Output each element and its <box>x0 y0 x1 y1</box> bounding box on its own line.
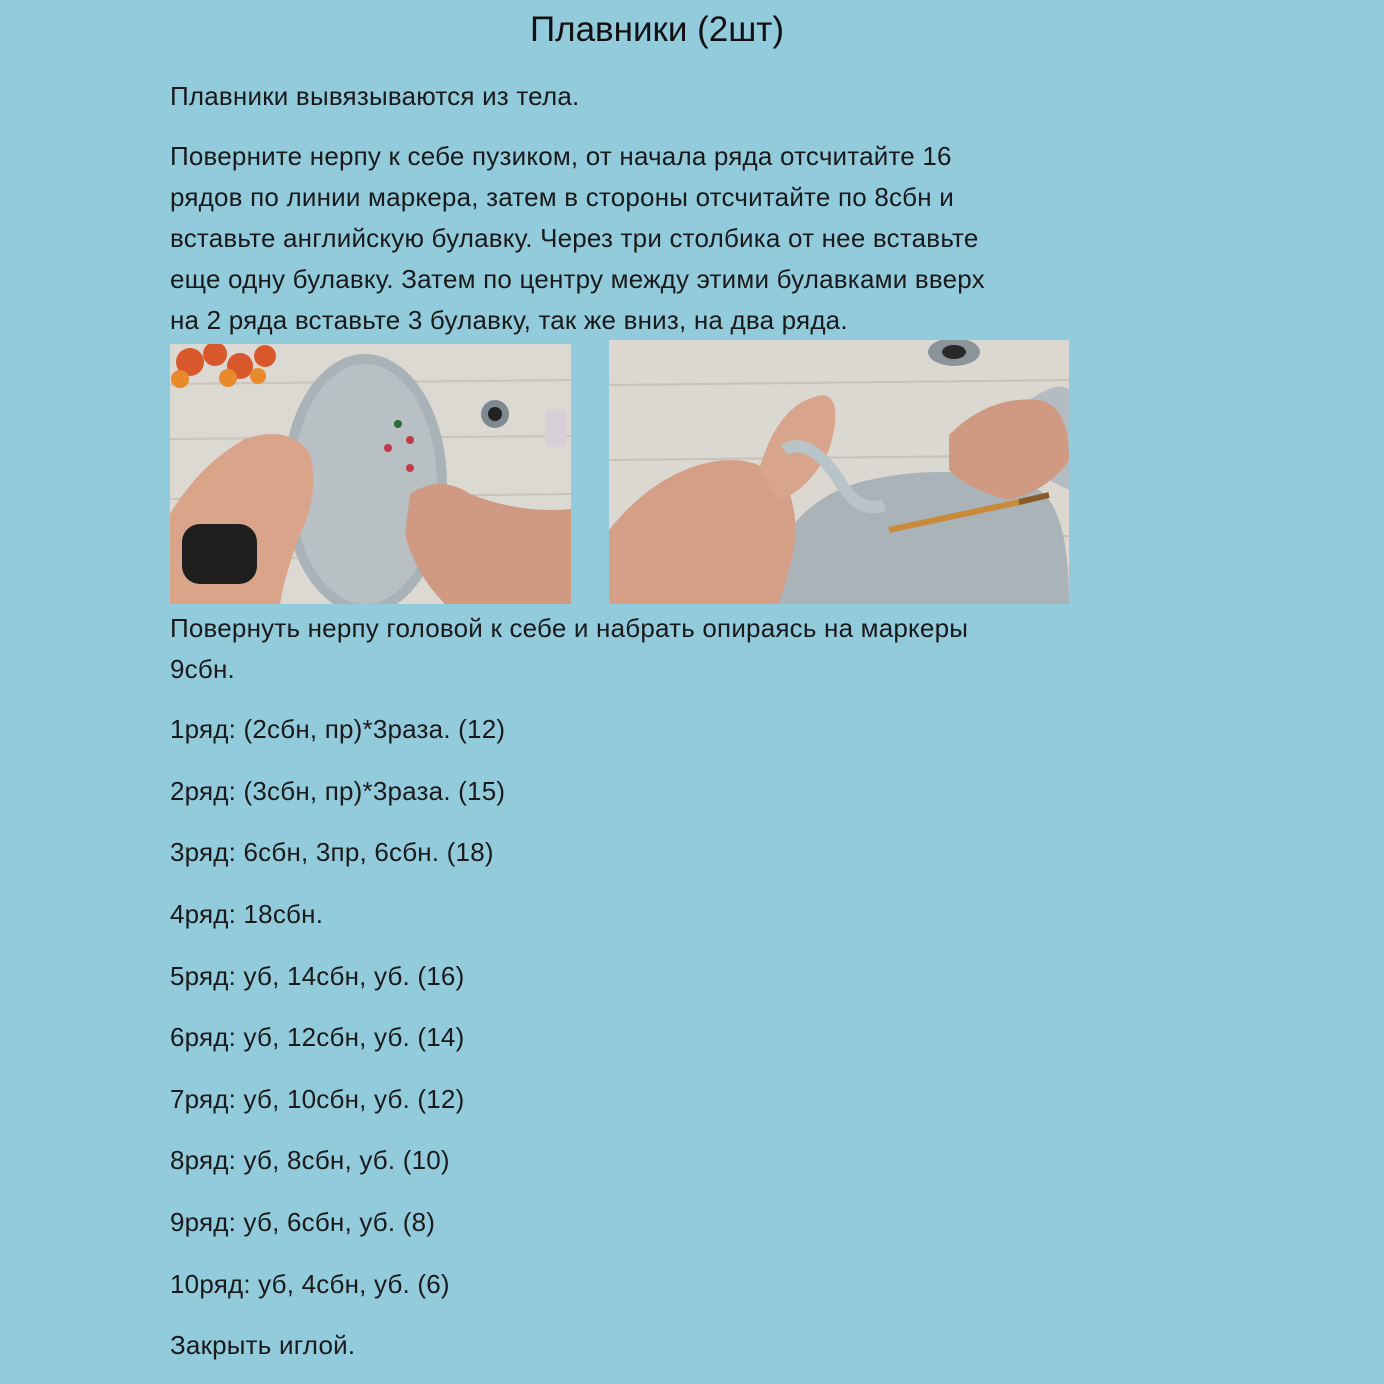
closing-text: Закрыть иглой. <box>170 1330 356 1360</box>
intro-text: Плавники вывязываются из тела. <box>170 81 580 111</box>
row-1: 1ряд: (2сбн, пр)*3раза. (12) <box>170 714 506 744</box>
row-2: 2ряд: (3сбн, пр)*3раза. (15) <box>170 776 506 806</box>
row-8: 8ряд: уб, 8сбн, уб. (10) <box>170 1145 450 1175</box>
instruction-line-5: на 2 ряда вставьте 3 булавку, так же вниз, на два ряда. <box>170 305 848 335</box>
start-line-1: Повернуть нерпу головой к себе и набрать опираясь на маркеры <box>170 613 969 643</box>
row-10: 10ряд: уб, 4сбн, уб. (6) <box>170 1269 450 1299</box>
photo-crochet-hook <box>609 340 1069 604</box>
photo-markers-pins <box>170 344 571 604</box>
instruction-line-2: рядов по линии маркера, затем в стороны отсчитайте по 8сбн и <box>170 182 954 212</box>
instruction-line-3: вставьте английскую булавку. Через три столбика от нее вставьте <box>170 223 979 253</box>
row-7: 7ряд: уб, 10сбн, уб. (12) <box>170 1084 465 1114</box>
start-line-2: 9сбн. <box>170 654 235 684</box>
row-3: 3ряд: 6сбн, 3пр, 6сбн. (18) <box>170 837 494 867</box>
row-9: 9ряд: уб, 6сбн, уб. (8) <box>170 1207 436 1237</box>
page-title: Плавники (2шт) <box>530 10 784 49</box>
row-4: 4ряд: 18сбн. <box>170 899 324 929</box>
instruction-line-1: Поверните нерпу к себе пузиком, от начала ряда отсчитайте 16 <box>170 141 952 171</box>
row-5: 5ряд: уб, 14сбн, уб. (16) <box>170 961 465 991</box>
instruction-line-4: еще одну булавку. Затем по центру между этими булавками вверх <box>170 264 985 294</box>
row-6: 6ряд: уб, 12сбн, уб. (14) <box>170 1022 465 1052</box>
